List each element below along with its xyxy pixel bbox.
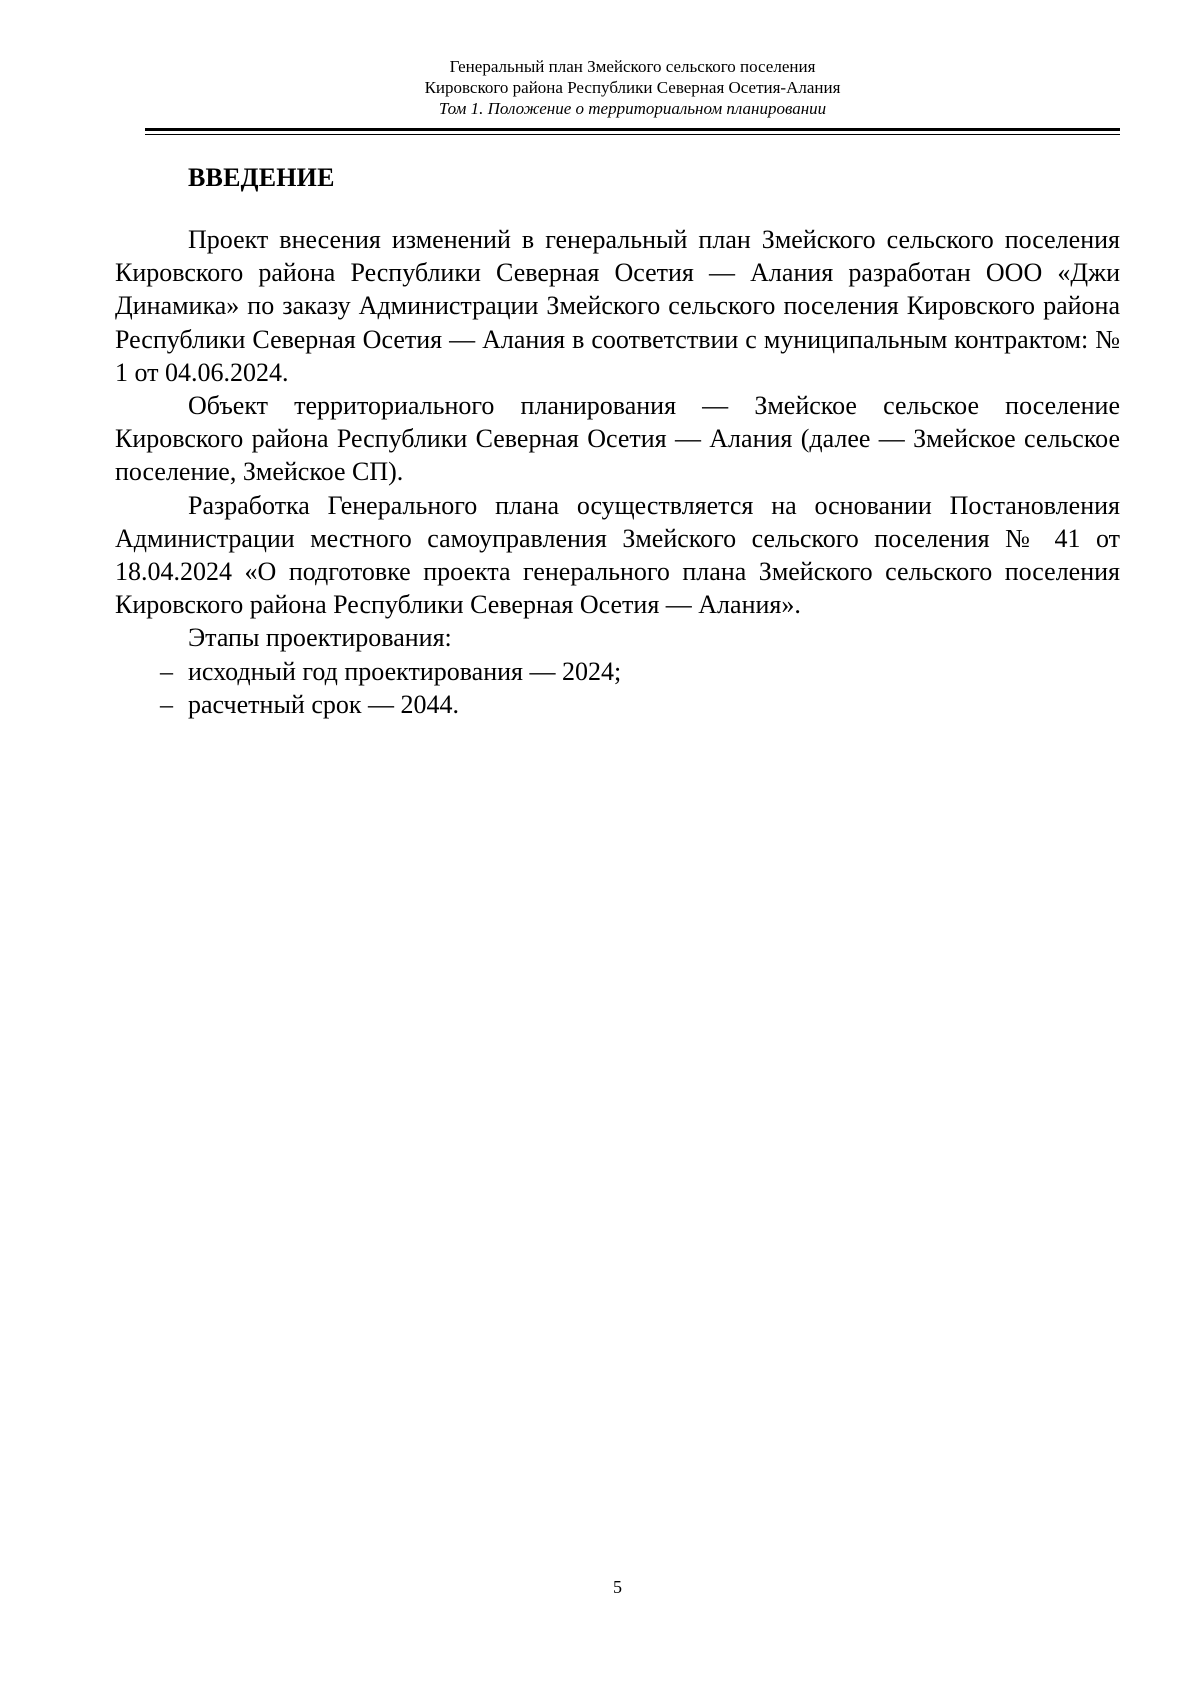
header-title-line-1: Генеральный план Змейского сельского поселения (449, 57, 816, 76)
paragraph-design-stages: Этапы проектирования: (188, 623, 452, 653)
header-volume-subtitle: Том 1. Положение о территориальном планировании (438, 99, 827, 118)
paragraph-project-developer: Проект внесения изменений в генеральный план Змейского сельского поселения Кировского района Республики Северная Осетия — Алания разработан ООО «Джи Динамика» по заказу Администрации Змейского сельского поселения Кировского района Республики Северная Осетия — Алания в соответствии с муниципальным контрактом: № 1 от 04.06.2024. (115, 225, 1120, 387)
header-rule-thick (145, 128, 1120, 131)
document-body (115, 223, 1120, 721)
page-number: 5 (613, 1577, 622, 1597)
list-item-text: исходный год проектирования — 2024; (188, 656, 622, 686)
list-dash-marker: – (160, 689, 173, 719)
paragraph-legal-basis: Разработка Генерального плана осуществляется на основании Постановления Администрации местного самоуправления Змейского сельского поселения № 41 от 18.04.2024 «О подготовке проекта генерального плана Змейского сельского поселения Кировского района Республики Северная Осетия — Алания». (115, 490, 1120, 620)
running-header (145, 56, 1120, 119)
header-title-line-2: Кировского района Республики Северная Осетия-Алания (424, 78, 841, 97)
list-item (115, 688, 1120, 721)
list-item (115, 655, 1120, 688)
section-heading: ВВЕДЕНИЕ (188, 163, 335, 192)
header-rule-thin (145, 134, 1120, 135)
list-dash-marker: – (160, 656, 173, 686)
design-stages-list (115, 655, 1120, 721)
list-item-text: расчетный срок — 2044. (188, 689, 460, 719)
paragraph-planning-object: Объект территориального планирования — Змейское сельское поселение Кировского района Республики Северная Осетия — Алания (далее — Змейское сельское поселение, Змейское СП). (115, 391, 1120, 487)
